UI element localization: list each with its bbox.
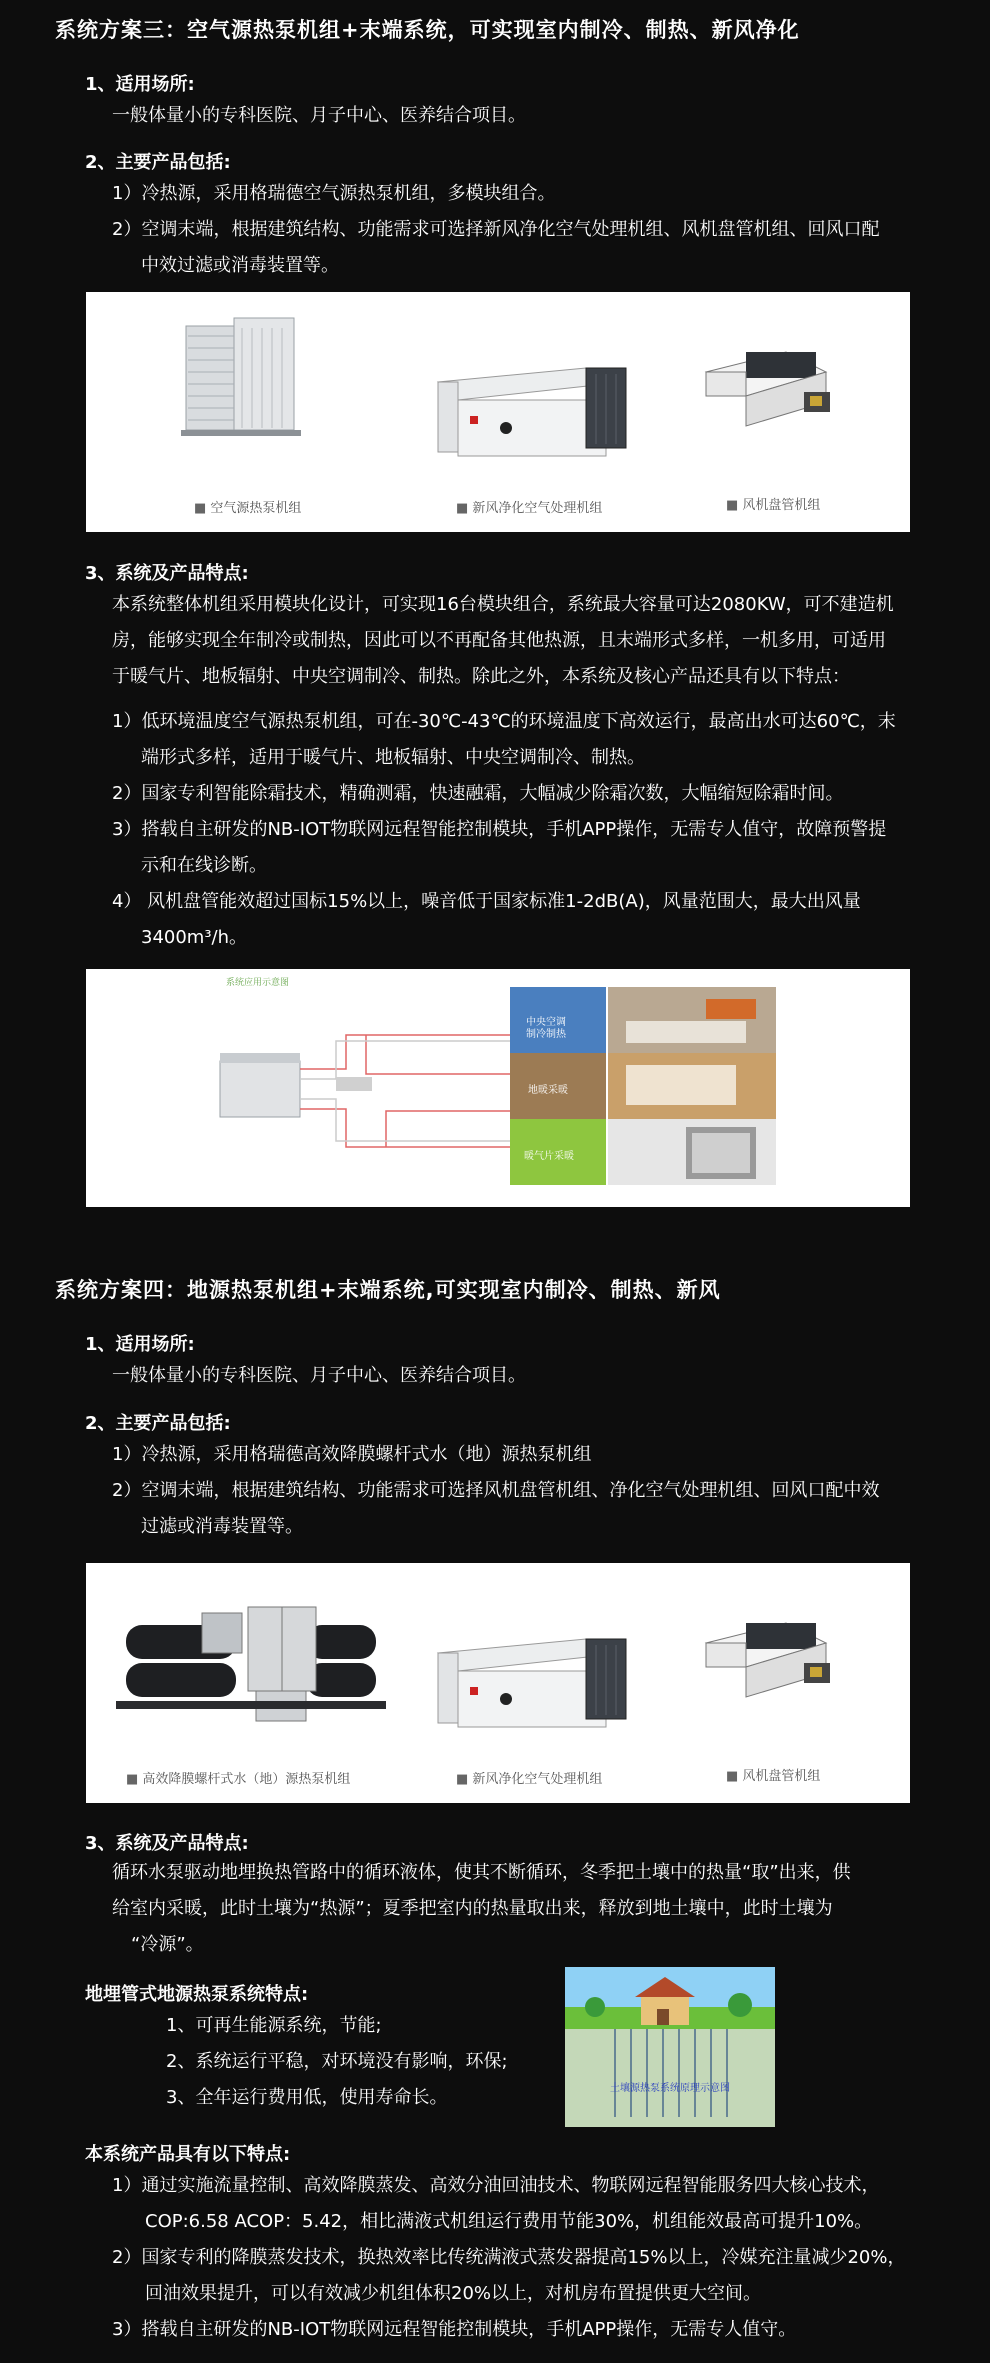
ground-source-feature-item: 2、系统运行平稳，对环境没有影响，环保; [166,2051,508,2072]
scheme3-applicable-heading: 1、适用场所: [85,74,195,95]
scheme3-features-paragraph: 本系统整体机组采用模块化设计，可实现16台模块组合，系统最大容量可达2080KW，可不建造机 [112,594,894,615]
caption-air-source-heat-pump: ■ 空气源热泵机组 [194,497,301,516]
scheme3-products-heading: 2、主要产品包括: [85,152,231,173]
product-features-heading: 本系统产品具有以下特点: [85,2144,291,2165]
scheme4-applicable-heading: 1、适用场所: [85,1334,195,1355]
scheme4-product-item: 2）空调末端，根据建筑结构、功能需求可选择风机盘管机组、净化空气处理机组、回风口配中效 [112,1480,880,1501]
product-feature-item: 2）国家专利的降膜蒸发技术，换热效率比传统满液式蒸发器提高15%以上，冷媒充注量减少20%， [112,2247,906,2268]
scheme3-applicable-text: 一般体量小的专科医院、月子中心、医养结合项目。 [112,105,526,126]
fan-coil-unit-image [706,352,830,426]
ground-source-feature-item: 1、可再生能源系统，节能; [166,2015,382,2036]
fan-coil-unit-image-2 [706,1623,830,1697]
scheme3-features-heading: 3、系统及产品特点: [85,563,249,584]
scheme3-feature-item: 示和在线诊断。 [141,855,267,876]
scheme3-features-paragraph: 于暖气片、地板辐射、中央空调制冷、制热。除此之外，本系统及核心产品还具有以下特点： [112,666,850,687]
scheme3-system-diagram [86,969,910,1207]
scheme4-features-paragraph: 给室内采暖，此时土壤为“热源”；夏季把室内的热量取出来，释放到地土壤中，此时土壤为 [112,1898,833,1919]
system-application-diagram [86,969,910,1207]
svg-text:中央空调: 中央空调 [526,1017,566,1028]
fresh-air-handling-unit-image [438,368,626,456]
svg-text:地暖采暖: 地暖采暖 [528,1085,568,1096]
scheme3-feature-item: 4） 风机盘管能效超过国标15%以上，噪音低于国家标准1-2dB(A)，风量范围大，最大出风量 [112,891,861,912]
scheme3-feature-item: 端形式多样，适用于暖气片、地板辐射、中央空调制冷、制热。 [141,747,645,768]
ground-source-illustration [565,1967,775,2127]
product-feature-item: 3）搭载自主研发的NB-IOT物联网远程智能控制模块，手机APP操作，无需专人值守。 [112,2319,797,2340]
scheme3-feature-item: 2）国家专利智能除霜技术，精确测霜，快速融霜，大幅减少除霜次数，大幅缩短除霜时间。 [112,783,844,804]
ground-source-diagram [565,1967,775,2127]
scheme4-product-item: 1）冷热源，采用格瑞德高效降膜螺杆式水（地）源热泵机组 [112,1444,592,1465]
scheme4-product-item: 过滤或消毒装置等。 [141,1516,303,1537]
scheme4-applicable-text: 一般体量小的专科医院、月子中心、医养结合项目。 [112,1365,526,1386]
scheme3-feature-item: 3）搭载自主研发的NB-IOT物联网远程智能控制模块，手机APP操作，无需专人值守，故障预警提 [112,819,887,840]
fresh-air-handling-unit-image-2 [438,1639,626,1727]
scheme3-product-item: 2）空调末端，根据建筑结构、功能需求可选择新风净化空气处理机组、风机盘管机组、回风口配 [112,219,880,240]
scheme3-features-paragraph: 房，能够实现全年制冷或制热，因此可以不再配备其他热源，且末端形式多样，一机多用，可适用 [112,630,886,651]
svg-text:制冷制热: 制冷制热 [526,1029,566,1040]
diagram-title: 系统应用示意图 [226,978,290,988]
svg-text:暖气片采暖: 暖气片采暖 [524,1151,574,1162]
caption-screw-heat-pump: ■ 高效降膜螺杆式水（地）源热泵机组 [126,1768,350,1787]
product-feature-item: 回油效果提升，可以有效减少机组体积20%以上，对机房布置提供更大空间。 [145,2283,762,2304]
scheme4-products-heading: 2、主要产品包括: [85,1413,231,1434]
product-feature-item: COP:6.58 ACOP：5.42，相比满液式机组运行费用节能30%，机组能效最高可提升10%。 [145,2211,873,2232]
air-source-heat-pump-image [181,318,301,436]
scheme4-features-paragraph: 循环水泵驱动地埋换热管路中的循环液体，使其不断循环，冬季把土壤中的热量“取”出来，供 [112,1862,851,1883]
screw-heat-pump-image [116,1607,386,1721]
ground-source-features-heading: 地埋管式地源热泵系统特点: [85,1984,309,2005]
scheme4-features-heading: 3、系统及产品特点: [85,1833,249,1854]
product-feature-item: 1）通过实施流量控制、高效降膜蒸发、高效分油回油技术、物联网远程智能服务四大核心技术， [112,2175,880,2196]
scheme3-product-item: 1）冷热源，采用格瑞德空气源热泵机组，多模块组合。 [112,183,556,204]
scheme3-product-item: 中效过滤或消毒装置等。 [141,255,339,276]
scheme4-features-paragraph: “冷源”。 [131,1934,204,1955]
caption-fresh-air-unit: ■ 新风净化空气处理机组 [456,497,602,516]
caption-fresh-air-unit-2: ■ 新风净化空气处理机组 [456,1768,602,1787]
caption-fan-coil-2: ■ 风机盘管机组 [726,1765,820,1784]
caption-fan-coil: ■ 风机盘管机组 [726,494,820,513]
scheme4-products-image [86,1563,910,1803]
ground-source-image-text: 土壤源热泵系统原理示意图 [610,2083,730,2094]
scheme4-title: 系统方案四：地源热泵机组+末端系统,可实现室内制冷、制热、新风 [55,1278,721,1302]
scheme3-products-image [86,292,910,532]
scheme3-feature-item: 1）低环境温度空气源热泵机组，可在-30℃-43℃的环境温度下高效运行，最高出水可达60℃，末 [112,711,896,732]
scheme3-title: 系统方案三：空气源热泵机组+末端系统，可实现室内制冷、制热、新风净化 [55,18,800,42]
ground-source-feature-item: 3、全年运行费用低，使用寿命长。 [166,2087,448,2108]
scheme3-feature-item: 3400m³/h。 [141,927,248,948]
